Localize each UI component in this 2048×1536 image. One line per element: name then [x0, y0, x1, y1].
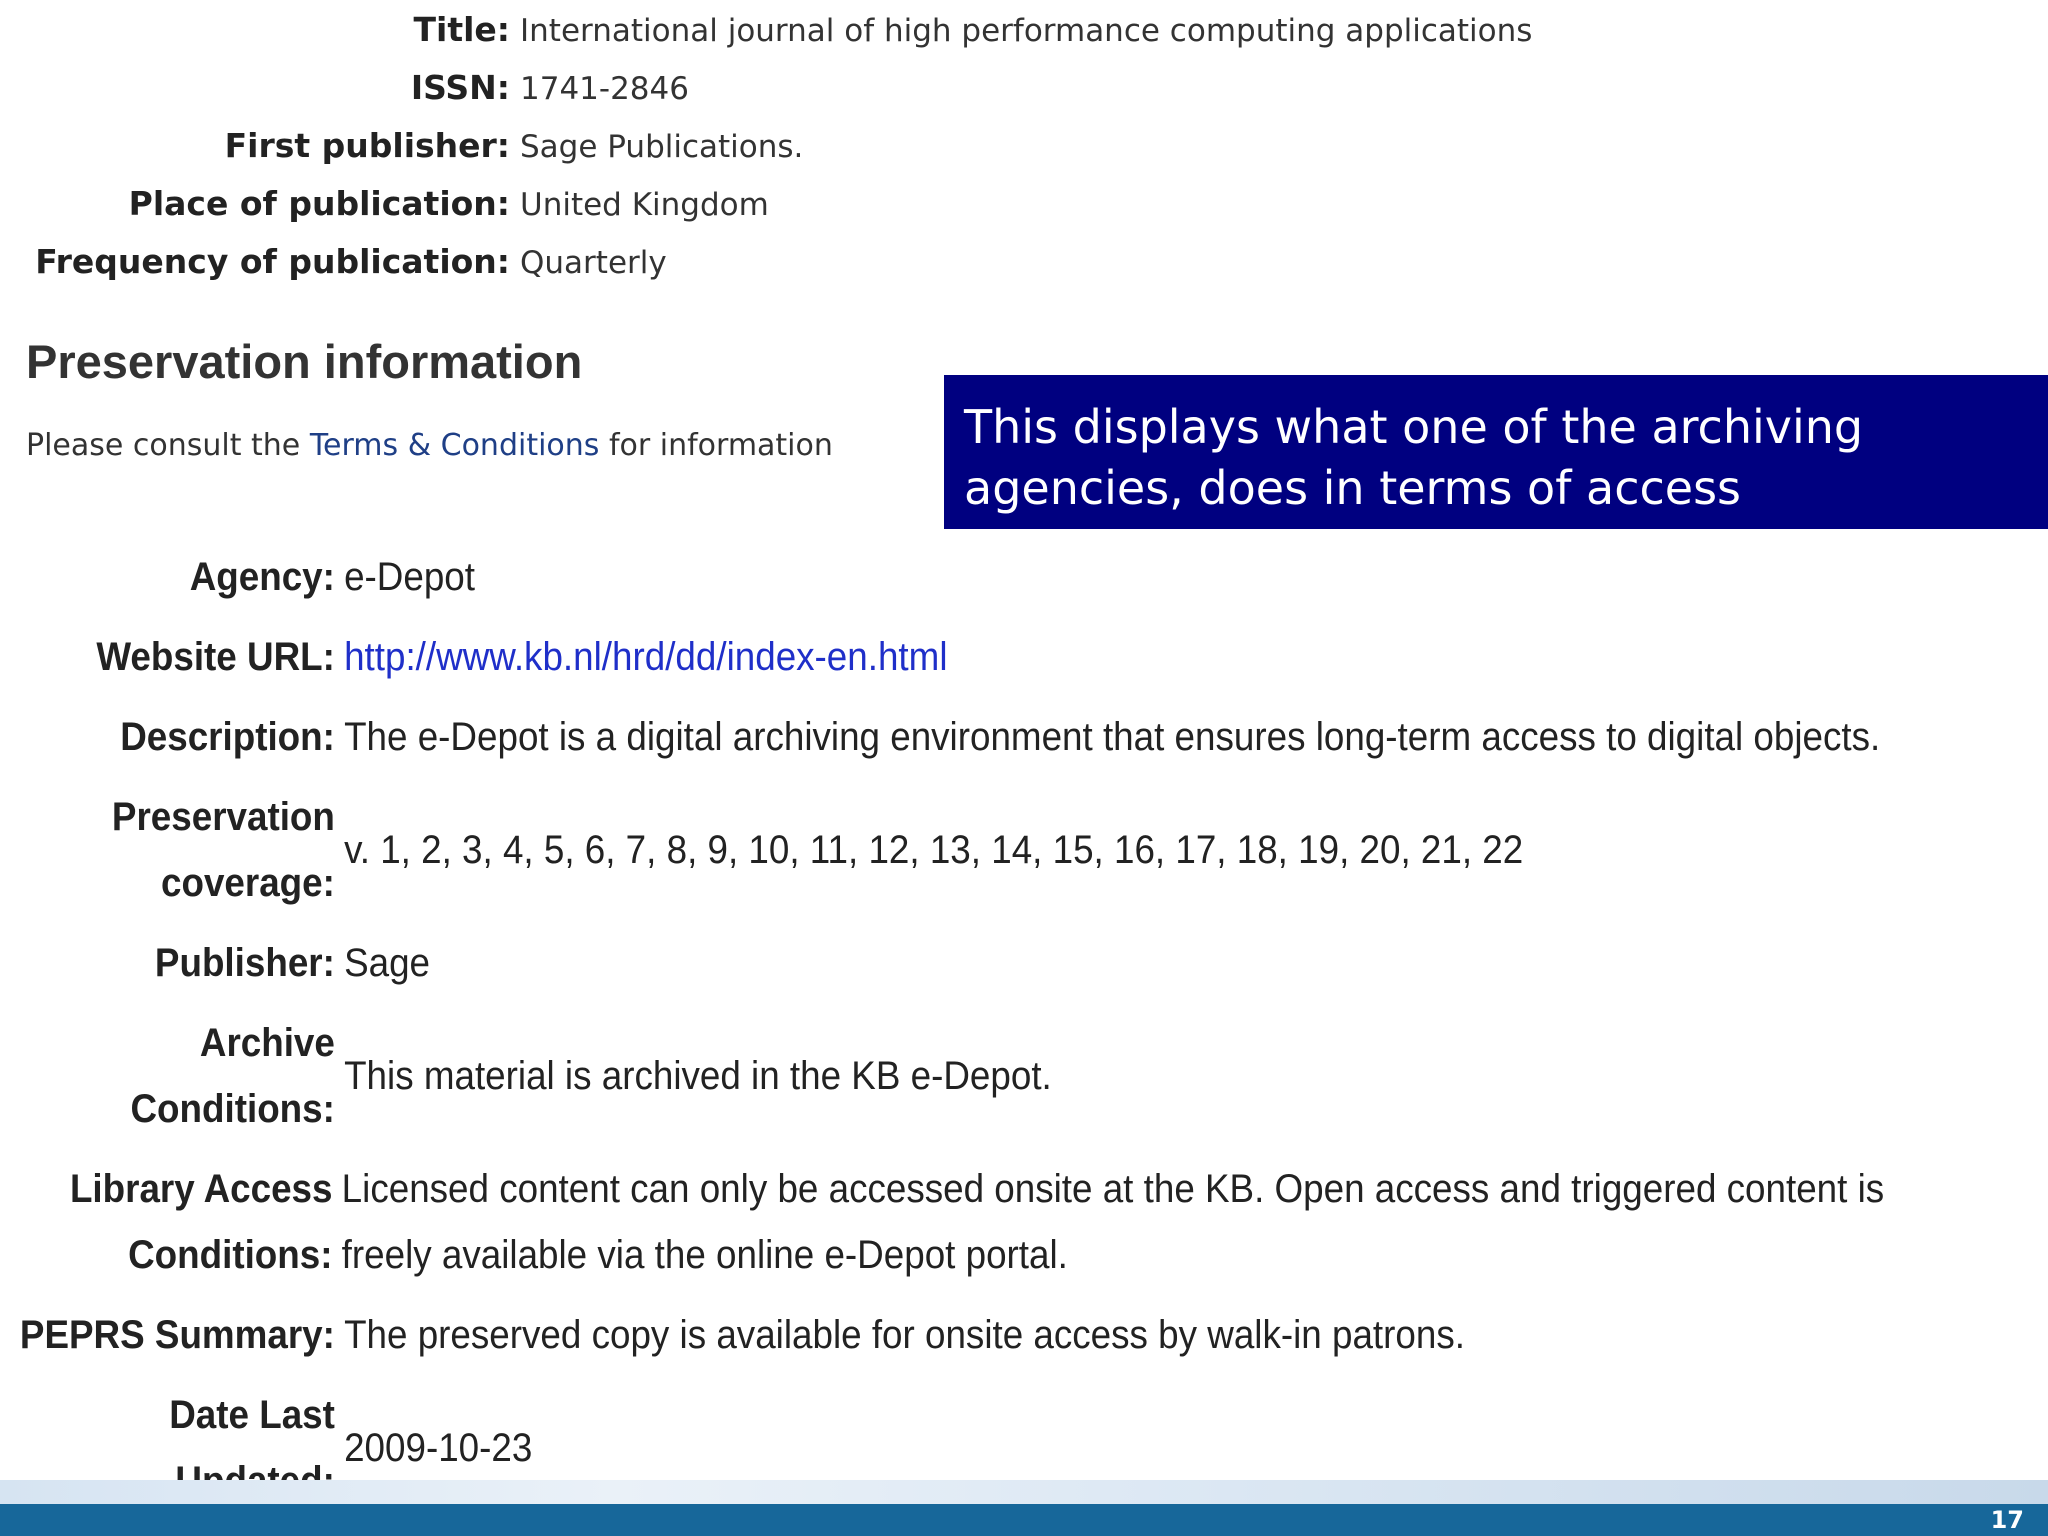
journal-issn-row [0, 68, 1700, 126]
field-label: ISSN: [410, 68, 510, 107]
description-row [0, 704, 1884, 770]
callout-box [944, 375, 2048, 529]
footer-bar [0, 1504, 2048, 1536]
archive-label-line-2: Conditions: [130, 1087, 335, 1131]
date-updated-value: 2009-10-23 [344, 1426, 533, 1470]
library-access-label [0, 1156, 342, 1288]
journal-publisher-row [0, 126, 1700, 184]
website-label: Website URL: [96, 635, 335, 679]
description-label: Description: [120, 715, 335, 759]
journal-title: International journal of high performance computing applications [520, 13, 1533, 49]
description-value: The e-Depot is a digital archiving environment that ensures long-term access to digital objects. [344, 715, 1881, 759]
consult-suffix: for information [599, 428, 833, 463]
publisher-row [0, 930, 1884, 996]
journal-title-row [0, 10, 1700, 68]
library-label-line-2: Conditions: [128, 1233, 333, 1277]
archive-conditions-label [0, 1010, 344, 1142]
callout-line-1: This displays what one of the archiving [964, 400, 1864, 454]
coverage-label [0, 784, 344, 916]
field-label: Title: [413, 10, 510, 49]
field-label: Place of publication: [128, 184, 510, 223]
consult-text [26, 428, 833, 463]
page-number: 17 [1990, 1506, 2024, 1534]
callout-line-2: agencies, does in terms of access [964, 461, 1742, 515]
journal-first-publisher: Sage Publications. [520, 129, 804, 165]
library-access-value [342, 1156, 1884, 1288]
journal-place: United Kingdom [520, 187, 769, 223]
peprs-row [0, 1302, 1884, 1368]
publisher-label: Publisher: [154, 941, 335, 985]
field-label: First publisher: [224, 126, 510, 165]
coverage-value: v. 1, 2, 3, 4, 5, 6, 7, 8, 9, 10, 11, 12, 13, 14, 15, 16, 17, 18, 19, 20, 21, 22 [344, 828, 1524, 872]
website-row [0, 624, 1884, 690]
archive-conditions-value: This material is archived in the KB e-Depot. [344, 1054, 1052, 1098]
coverage-label-line-1: Preservation [111, 795, 335, 839]
journal-info [0, 10, 1700, 300]
library-label-line-1: Library Access [69, 1167, 333, 1211]
terms-conditions-link[interactable]: Terms & Conditions [309, 428, 600, 463]
preservation-details [0, 544, 1884, 1528]
journal-frequency-row [0, 242, 1700, 300]
coverage-label-line-2: coverage: [161, 861, 335, 905]
library-access-row [0, 1156, 1884, 1288]
field-label: Frequency of publication: [35, 242, 510, 281]
peprs-label: PEPRS Summary: [19, 1313, 335, 1357]
agency-label: Agency: [189, 555, 335, 599]
preservation-heading: Preservation information [26, 335, 583, 388]
library-value-line-2: freely available via the online e-Depot portal. [341, 1233, 1068, 1277]
agency-row [0, 544, 1884, 610]
coverage-row [0, 784, 1884, 916]
journal-frequency: Quarterly [520, 245, 667, 281]
website-url-link[interactable]: http://www.kb.nl/hrd/dd/index-en.html [344, 635, 948, 679]
footer-decoration [0, 1480, 2048, 1504]
library-value-line-1: Licensed content can only be accessed onsite at the KB. Open access and triggered content is [341, 1167, 1885, 1211]
consult-prefix: Please consult the [26, 428, 310, 463]
archive-conditions-row [0, 1010, 1884, 1142]
agency-value: e-Depot [344, 555, 476, 599]
date-updated-label: Date Last [169, 1393, 335, 1437]
archive-label-line-1: Archive [199, 1021, 335, 1065]
journal-place-row [0, 184, 1700, 242]
journal-issn: 1741-2846 [520, 71, 689, 107]
peprs-value: The preserved copy is available for onsite access by walk-in patrons. [344, 1313, 1465, 1357]
publisher-value: Sage [344, 941, 431, 985]
